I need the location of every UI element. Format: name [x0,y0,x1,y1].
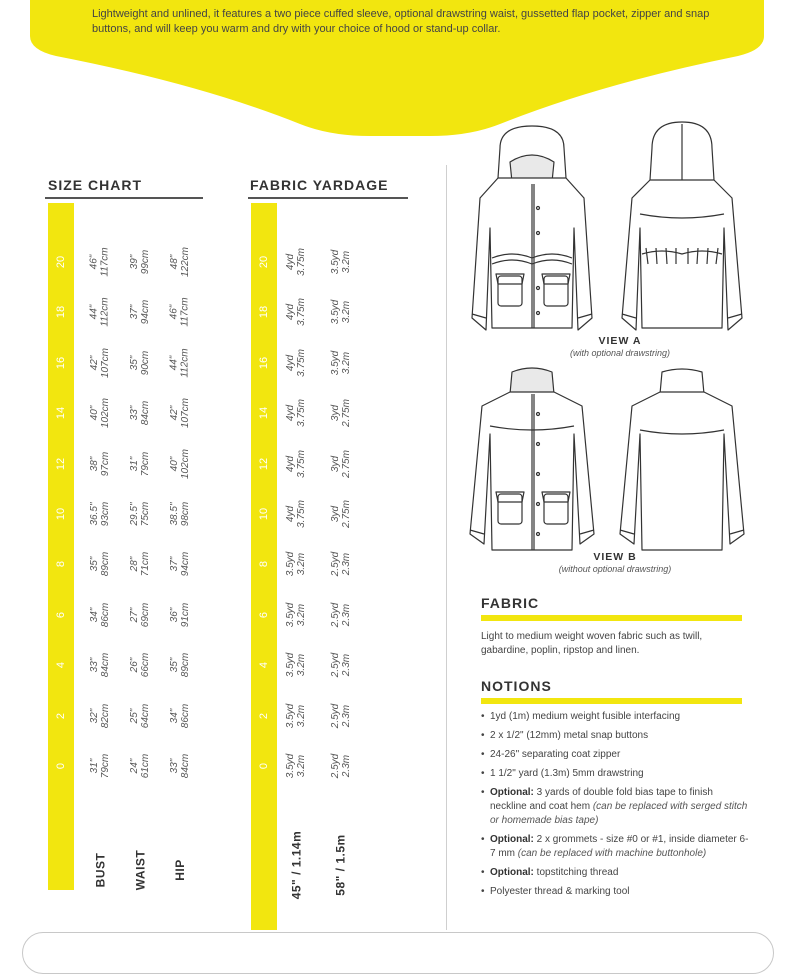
table-cell: 33" 84cm [88,652,111,678]
size-label: 8 [258,561,270,568]
size-label: 0 [55,762,67,770]
table-cell: 38.5" 98cm [168,501,191,527]
table-cell: 48" 122cm [168,246,191,278]
size-label: 12 [258,457,270,470]
table-cell: 4yd 3.75m [284,449,307,478]
table-cell: 33" 84cm [128,400,151,426]
notion-item: • Optional: topstitching thread [481,866,749,880]
row-label: HIP [172,859,187,881]
table-cell: 3yd 2.75m [329,399,352,428]
table-cell: 44" 112cm [169,348,191,378]
table-cell: 28" 71cm [128,552,151,577]
table-cell: 39" 99cm [128,249,151,275]
size-label: 14 [258,407,270,420]
fabric-heading-rule [481,615,742,621]
size-label: 6 [258,611,270,618]
table-cell: 31" 79cm [128,451,151,476]
size-chart-rule [45,197,203,199]
table-cell: 24" 61cm [128,753,151,779]
jacket-front-collar-drawing [470,368,594,550]
table-cell: 3.5yd 3.2m [285,703,307,728]
table-cell: 26" 66cm [128,652,151,678]
table-cell: 36.5" 93cm [88,501,111,527]
table-cell: 3.5yd 3.2m [330,350,352,376]
size-label: 2 [258,712,270,719]
table-cell: 3.5yd 3.2m [285,552,307,577]
size-label: 0 [258,762,270,770]
notion-item: • 2 x 1/2" (12mm) metal snap buttons [481,729,749,743]
size-label: 14 [55,407,67,420]
table-cell: 46" 117cm [89,247,111,277]
table-cell: 3.5yd 3.2m [285,753,307,779]
column-divider [446,165,447,930]
table-cell: 2.5yd 2.3m [330,652,352,678]
fabric-description: Light to medium weight woven fabric such as twill, gabardine, poplin, ripstop and linen. [481,631,703,656]
table-cell: 33" 84cm [168,753,191,779]
size-label: 8 [55,561,67,568]
table-cell: 35" 90cm [128,350,151,376]
size-label: 18 [55,306,67,319]
table-cell: 3yd 2.75m [329,500,352,528]
table-cell: 2.5yd 2.3m [330,552,352,577]
row-label: 45" / 1.14m [289,830,304,900]
size-label: 6 [55,611,67,618]
table-cell: 46" 117cm [169,297,191,328]
table-cell: 2.5yd 2.3m [330,703,352,728]
jacket-back-collar-drawing [620,369,744,550]
bottom-frame [22,932,774,974]
size-label: 16 [258,356,270,369]
notions-heading-rule [481,698,742,704]
table-cell: 3.5yd 3.2m [285,652,307,678]
table-cell: 37" 94cm [128,300,151,325]
fabric-yardage-rule [248,197,408,199]
notion-item: • Optional: 3 yards of double fold bias tape to finish neckline and coat hem (can be replaced with serged stitch or homemade bias tape) [481,786,749,828]
size-chart-heading: SIZE CHART [48,177,142,193]
table-cell: 44" 112cm [89,297,111,328]
table-cell: 34" 86cm [168,703,191,728]
size-label: 12 [55,457,67,470]
table-cell: 37" 94cm [168,552,191,577]
table-cell: 4yd 3.75m [284,399,307,428]
table-cell: 4yd 3.75m [284,298,307,327]
size-label: 4 [55,662,67,669]
table-cell: 32" 82cm [88,703,111,728]
size-label: 10 [55,507,67,521]
notions-list [481,710,749,904]
table-cell: 36" 91cm [168,602,191,628]
table-cell: 40" 102cm [88,398,111,429]
size-label: 20 [55,255,67,269]
row-label: WAIST [133,849,147,891]
table-cell: 40" 102cm [168,448,191,479]
table-cell: 2.5yd 2.3m [330,602,352,628]
jacket-back-hood-drawing [622,122,742,330]
row-label: 58" / 1.5m [334,834,349,896]
size-label: 18 [258,306,270,319]
notion-item: • Polyester thread & marking tool [481,885,749,899]
table-cell: 42" 107cm [168,398,191,429]
view-b-note: (without optional drawstring) [558,564,672,574]
table-cell: 34" 86cm [88,602,111,628]
view-a-illustration [462,118,762,356]
fabric-heading: FABRIC [481,595,540,611]
view-a-caption [540,335,700,360]
view-b-caption [530,551,700,576]
table-cell: 3.5yd 3.2m [285,602,307,628]
intro-text: Lightweight and unlined, it features a two piece cuffed sleeve, optional drawstring waist, gussetted flap pocket, zipper and snap buttons, and will keep you warm and dry with your choice of hood or stand-up collar. [92,8,710,35]
notion-item: • 1yd (1m) medium weight fusible interfacing [481,710,749,724]
view-b-title: VIEW B [593,551,637,563]
notion-item: • 24-26" separating coat zipper [481,748,749,762]
notion-item: • Optional: 2 x grommets - size #0 or #1, inside diameter 6-7 mm (can be replaced with machine buttonhole) [481,833,749,861]
table-cell: 4yd 3.75m [284,348,307,377]
table-cell: 35" 89cm [88,552,111,577]
table-cell: 42" 107cm [88,347,111,378]
view-a-note: (with optional drawstring) [569,348,671,358]
table-cell: 4yd 3.75m [284,500,307,528]
table-cell: 3.5yd 3.2m [330,249,352,275]
table-cell: 3yd 2.75m [329,449,352,478]
table-cell: 29.5" 75cm [128,501,151,527]
size-label: 10 [258,507,270,521]
size-label: 4 [258,662,270,669]
view-a-title: VIEW A [598,335,642,347]
size-label: 16 [55,356,67,369]
table-cell: 25" 64cm [128,703,151,728]
size-label: 2 [55,712,67,719]
notions-heading: NOTIONS [481,678,552,694]
table-cell: 3.5yd 3.2m [330,300,352,325]
table-cell: 35" 89cm [168,652,191,678]
table-cell: 38" 97cm [88,451,111,476]
size-label: 20 [258,255,270,269]
table-cell: 4yd 3.75m [284,248,307,276]
table-cell: 27" 69cm [128,602,151,628]
table-cell: 31" 79cm [88,753,111,779]
notion-item: • 1 1/2" yard (1.3m) 5mm drawstring [481,767,749,781]
fabric-yardage-heading: FABRIC YARDAGE [250,177,389,193]
jacket-front-hood-drawing [472,126,592,330]
view-b-illustration [462,364,762,554]
row-label: BUST [93,852,108,888]
table-cell: 2.5yd 2.3m [330,753,352,779]
